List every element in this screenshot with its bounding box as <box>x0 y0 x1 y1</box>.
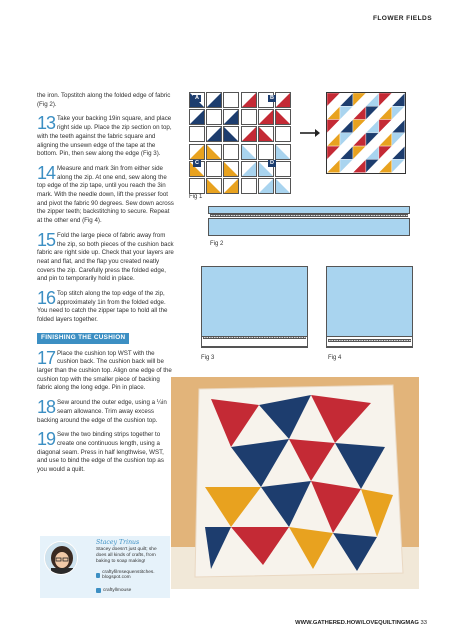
assembled-triangle <box>379 93 392 106</box>
section-header: FLOWER FIELDS <box>372 15 432 22</box>
fig1-block-grid <box>189 92 291 192</box>
step-13 <box>37 115 175 159</box>
assembled-triangle <box>392 93 405 106</box>
label-c: C <box>195 160 199 166</box>
page-footer <box>295 620 427 626</box>
fig1-block <box>258 126 274 142</box>
fig1-block <box>258 144 274 160</box>
fig1-block <box>206 92 222 108</box>
fig1-block <box>241 144 257 160</box>
avatar <box>44 541 78 575</box>
fig1-block <box>275 126 291 142</box>
step-number: 18 <box>37 397 56 418</box>
assembled-triangle <box>366 133 379 146</box>
assembled-triangle <box>392 106 405 119</box>
fig1-block <box>223 178 239 194</box>
fig1-block <box>241 109 257 125</box>
assembled-triangle <box>327 93 340 106</box>
assembled-triangle <box>327 159 340 172</box>
step-18 <box>37 399 175 425</box>
fig1-block <box>275 109 291 125</box>
assembled-triangle <box>353 120 366 133</box>
step-text: Fold the large piece of fabric away from the zip, so both pieces of the cushion back fabric are right side up. Check that your layers are neat and flat, and the flap you created neatly covers the zip. Carefully press the folded edge, and pin to temporarily hold in place. <box>37 231 174 283</box>
step-text: Sew around the outer edge, using a ¼in seam allowance. Trim away excess backing around the edge of the cushion top. <box>37 399 167 424</box>
step-text: Sew the two binding strips together to create one continuous length, using a diagonal seam. Press in half lengthwise, WST, and use to bind the edge of the cushion top as you would a quilt. <box>37 431 164 474</box>
fig2-zipper <box>210 214 408 217</box>
instructions-column <box>37 92 175 481</box>
fig2-fabric-top <box>208 206 410 214</box>
label-a: A <box>195 95 199 101</box>
fig1-block <box>206 161 222 177</box>
assembled-triangle <box>340 159 353 172</box>
bio-name: Stacey Trinus <box>96 539 140 546</box>
fig1-block <box>241 126 257 142</box>
step-text: Place the cushion top WST with the cushion back. The cushion back will be larger than the cushion top. Align one edge of the cushion top with the smaller piece of backing fabric along the long edge. Pin in place. <box>37 349 172 392</box>
fig3-caption: Fig 3 <box>201 355 215 361</box>
step-number: 15 <box>37 229 56 250</box>
fig1-block <box>275 144 291 160</box>
fig1-block <box>223 92 239 108</box>
assembled-triangle <box>379 106 392 119</box>
fig1-block <box>241 161 257 177</box>
fig1-block <box>223 161 239 177</box>
fig3-zipper <box>203 336 306 339</box>
page-number: 33 <box>420 620 427 626</box>
cushion-photo <box>171 377 419 589</box>
fig1-block <box>241 178 257 194</box>
fig1-block <box>189 144 205 160</box>
assembled-triangle <box>366 146 379 159</box>
fig1-block <box>223 126 239 142</box>
fig1-block <box>189 109 205 125</box>
social-handle: craftyllmouse <box>103 588 132 593</box>
assembled-triangle <box>340 146 353 159</box>
assembled-triangle <box>379 120 392 133</box>
fig2-fabric-bottom <box>208 218 410 236</box>
fig1-block <box>206 178 222 194</box>
assembled-triangle <box>392 133 405 146</box>
fig1-block <box>223 144 239 160</box>
assembled-triangle <box>392 120 405 133</box>
assembled-triangle <box>327 106 340 119</box>
fig4-caption: Fig 4 <box>328 355 342 361</box>
step-text: Take your backing 19in square, and place right side up. Place the zip section on top, with the teeth against the fabric square and aligning the unsewn edge of the tape at the bottom. Pin, then sew along the edge (Fig 3). <box>37 115 172 158</box>
fig1-assembled-top <box>326 92 406 174</box>
step-17 <box>37 347 175 394</box>
assembled-triangle <box>366 159 379 172</box>
assembled-triangle <box>327 120 340 133</box>
fig1-block <box>206 109 222 125</box>
fig1-block <box>258 109 274 125</box>
step-text: Measure and mark 3in from either side along the zip. At one end, sew along the top edge of the zip tape, until you reach the 3in mark. With the needle down, lift the presser foot and pivot the fabric 90 degrees. Sew down across the zipper teeth; backstitching to secure. Repeat at the other end (Fig 4). <box>37 164 174 225</box>
fig1-block <box>275 178 291 194</box>
assembled-triangle <box>353 159 366 172</box>
blog-link[interactable] <box>96 570 170 580</box>
step-text: Top stitch along the top edge of the zip, approximately 1in from the folded edge. You need to catch the zipper tape to hold all the folded layers together. <box>37 290 168 324</box>
fig2-caption: Fig 2 <box>210 241 224 247</box>
step-number: 17 <box>37 347 56 368</box>
fig1-block <box>275 92 291 108</box>
fig1-block <box>258 178 274 194</box>
assembled-triangle <box>353 106 366 119</box>
arrow-right-icon <box>299 128 321 138</box>
fig4-zipper <box>328 339 411 342</box>
step-19 <box>37 431 175 475</box>
footer-url: WWW.GATHERED.HOW/LOVEQUILTINGMAG <box>295 620 419 626</box>
assembled-triangle <box>366 106 379 119</box>
assembled-triangle <box>327 146 340 159</box>
fig1-block <box>223 109 239 125</box>
assembled-triangle <box>353 133 366 146</box>
bio-text: Stacey doesn't just quilt; she does all kinds of crafts, from baking to soap making! <box>96 547 157 564</box>
finishing-heading: FINISHING THE CUSHION <box>37 333 129 344</box>
label-b: B <box>270 95 274 101</box>
facebook-icon <box>96 588 101 593</box>
assembled-triangle <box>340 120 353 133</box>
step-number: 16 <box>37 288 56 309</box>
step-number: 19 <box>37 429 56 450</box>
fig1-block <box>275 161 291 177</box>
assembled-triangle <box>340 93 353 106</box>
fig1-block <box>206 126 222 142</box>
intro-paragraph: the iron. Topstitch along the folded edge of fabric (Fig 2). <box>37 92 171 108</box>
assembled-triangle <box>340 133 353 146</box>
assembled-triangle <box>392 159 405 172</box>
author-bio <box>40 536 170 598</box>
blog-url: craftyfilmsequenstitches. blogspot.com <box>102 570 155 580</box>
assembled-triangle <box>353 146 366 159</box>
label-d: D <box>270 160 274 166</box>
social-link[interactable] <box>96 588 131 593</box>
assembled-triangle <box>366 93 379 106</box>
assembled-triangle <box>392 146 405 159</box>
fig1-caption: Fig 1 <box>189 194 203 200</box>
fig1-block <box>189 126 205 142</box>
fig1-block <box>206 144 222 160</box>
step-number: 14 <box>37 162 56 183</box>
step-14 <box>37 162 175 226</box>
assembled-triangle <box>379 146 392 159</box>
step-15 <box>37 229 175 284</box>
fig1-block <box>241 92 257 108</box>
web-icon <box>96 573 100 578</box>
fig1-block <box>189 178 205 194</box>
step-16 <box>37 290 175 325</box>
assembled-triangle <box>327 133 340 146</box>
assembled-triangle <box>379 133 392 146</box>
assembled-triangle <box>353 93 366 106</box>
assembled-triangle <box>366 120 379 133</box>
step-number: 13 <box>37 113 56 134</box>
assembled-triangle <box>379 159 392 172</box>
assembled-triangle <box>340 106 353 119</box>
